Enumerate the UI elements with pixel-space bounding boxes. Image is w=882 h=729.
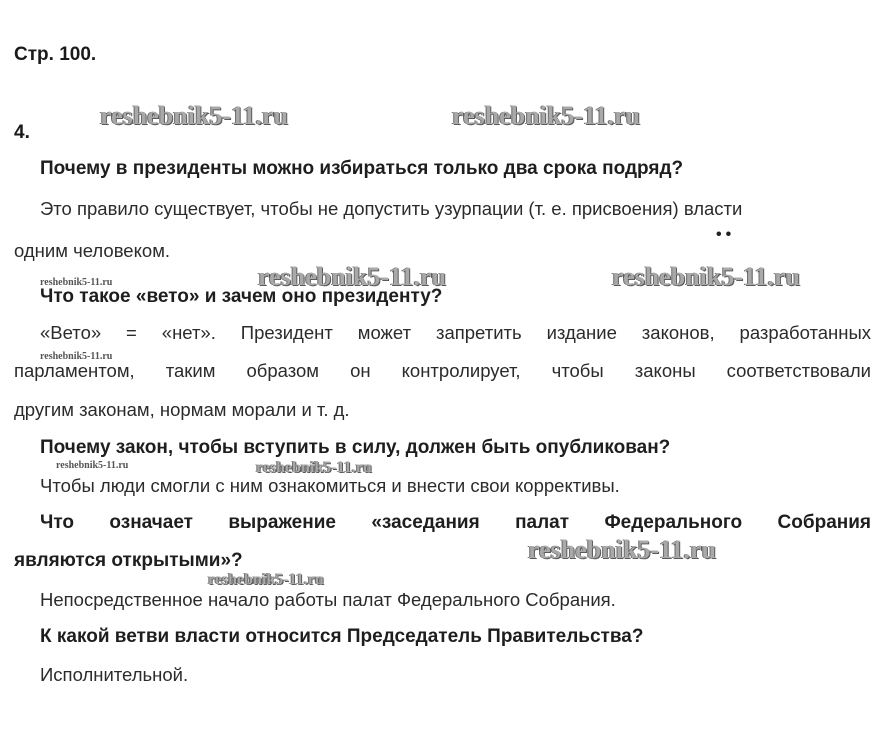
answer-1-line-1: Это правило существует, чтобы не допустить узурпации (т. е. присвоения) власти <box>40 198 743 219</box>
answer-2-line-3: другим законам, нормам морали и т. д. <box>14 399 350 420</box>
watermark: reshebnik5-11.ru <box>208 571 324 588</box>
watermark: reshebnik5-11.ru <box>258 262 447 291</box>
watermark: reshebnik5-11.ru <box>612 262 801 291</box>
page-number: Стр. 100. <box>14 44 97 65</box>
watermark: reshebnik5-11.ru <box>40 351 113 362</box>
answer-2-line-1: «Вето» = «нет». Президент может запретить издание законов, разработанных <box>40 322 871 343</box>
question-4-line-1: Что означает выражение «заседания палат Федерального Собрания <box>40 512 871 533</box>
watermark: reshebnik5-11.ru <box>452 101 641 130</box>
answer-2-line-2: парламентом, таким образом он контролирует, чтобы законы соответствовали <box>14 360 871 381</box>
question-1: Почему в президенты можно избираться только два срока подряд? <box>40 158 684 179</box>
watermark: reshebnik5-11.ru <box>40 277 113 288</box>
question-2: Что такое «вето» и зачем оно президенту? <box>40 286 443 307</box>
answer-1-line-2: одним человеком. <box>14 240 171 261</box>
watermark: reshebnik5-11.ru <box>100 101 289 130</box>
question-4-line-2: являются открытыми»? <box>14 550 243 571</box>
task-number: 4. <box>14 122 30 143</box>
watermark: reshebnik5-11.ru <box>56 460 129 471</box>
decorative-dots: •• <box>716 226 736 243</box>
question-5: К какой ветви власти относится Председатель Правительства? <box>40 626 644 647</box>
watermark: reshebnik5-11.ru <box>256 459 372 476</box>
watermark: reshebnik5-11.ru <box>528 535 717 564</box>
question-3: Почему закон, чтобы вступить в силу, должен быть опубликован? <box>40 437 671 458</box>
answer-5: Исполнительной. <box>40 664 189 685</box>
answer-4: Непосредственное начало работы палат Федерального Собрания. <box>40 589 616 610</box>
answer-3: Чтобы люди смогли с ним ознакомиться и внести свои коррективы. <box>40 475 620 496</box>
